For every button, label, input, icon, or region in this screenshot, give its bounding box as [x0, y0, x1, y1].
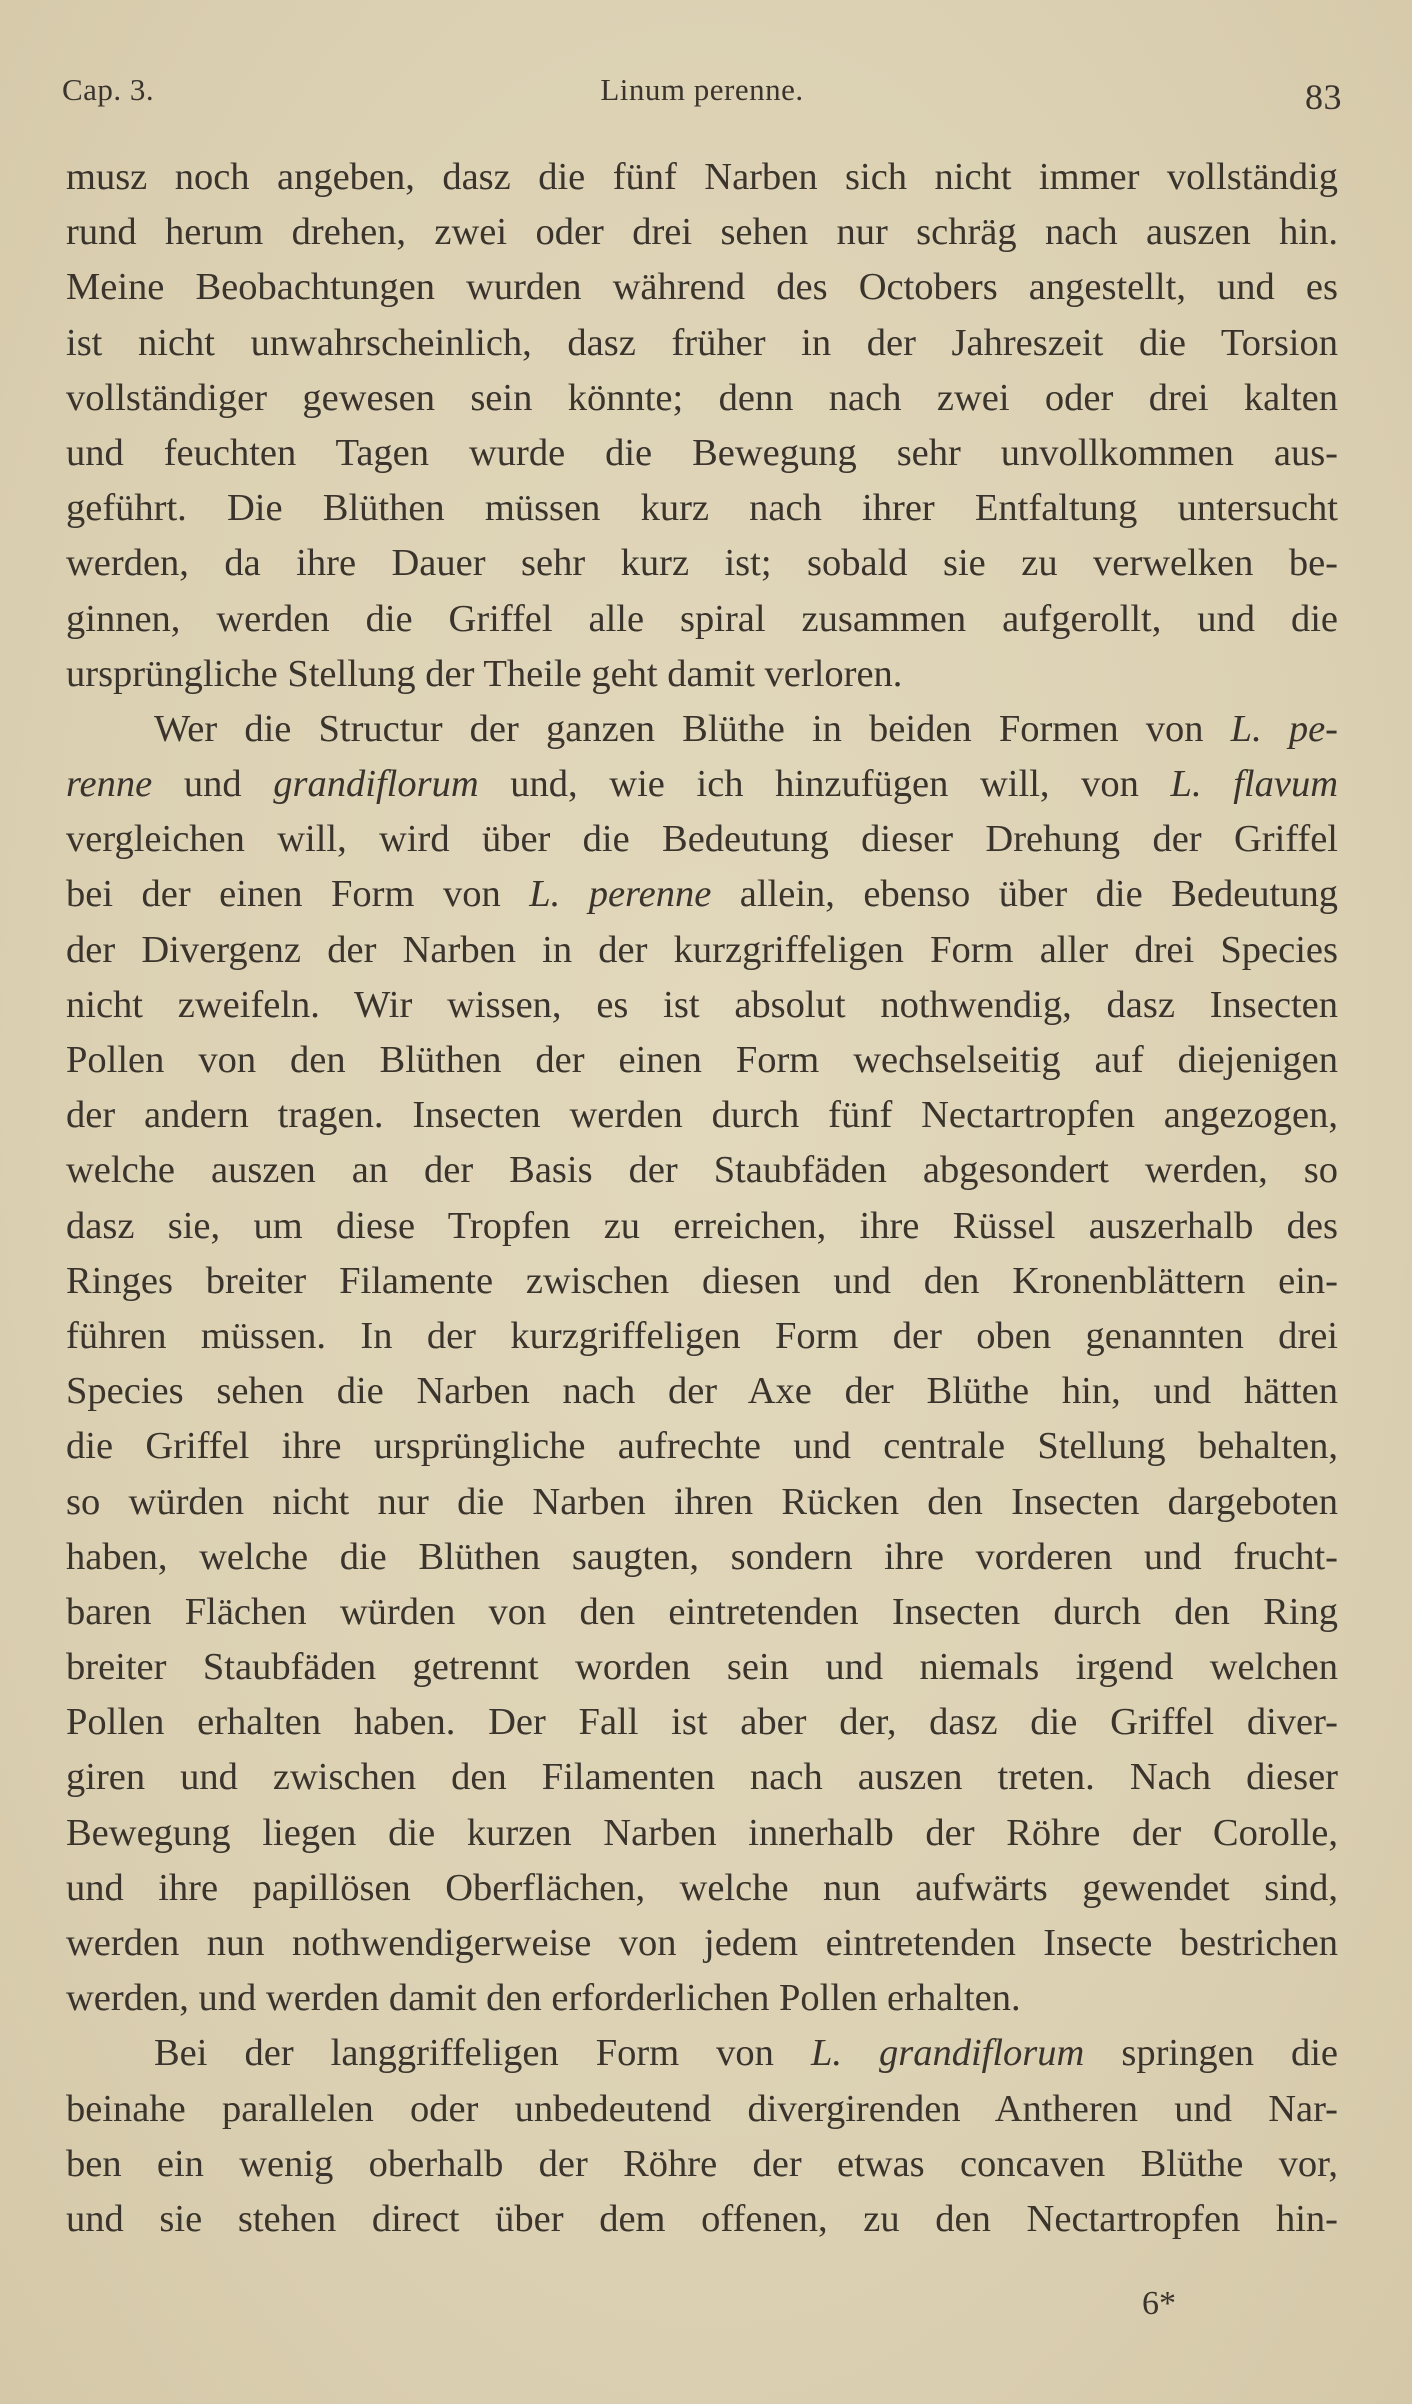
text-line — [66, 1475, 1338, 1530]
text-line — [66, 426, 1338, 481]
text-run: giren und zwischen den Filamenten nach auszen treten. Nach dieser — [66, 1756, 1338, 1799]
text-line — [66, 1750, 1338, 1805]
italic-term: L. grandiflorum — [810, 2032, 1085, 2075]
text-run: dasz sie, um diese Tropfen zu erreichen, ihre Rüssel auszerhalb des — [66, 1204, 1338, 1247]
text-run: und, wie ich hinzufügen will, von — [478, 763, 1171, 806]
text-line — [66, 481, 1338, 536]
text-run: rund herum drehen, zwei oder drei sehen nur schräg nach auszen hin. — [66, 211, 1338, 254]
text-line — [66, 1640, 1338, 1695]
text-run: vollständiger gewesen sein könnte; denn nach zwei oder drei kalten — [66, 376, 1338, 419]
text-line — [66, 867, 1338, 922]
text-run: Wer die Structur der ganzen Blüthe in beiden Formen von — [154, 707, 1231, 750]
text-run: Pollen erhalten haben. Der Fall ist aber der, dasz die Griffel diver- — [66, 1701, 1338, 1744]
body-text — [66, 150, 1338, 2247]
text-line — [66, 2137, 1338, 2192]
text-run: vergleichen will, wird über die Bedeutung dieser Drehung der Griffel — [66, 818, 1338, 861]
text-line — [66, 371, 1338, 426]
text-line — [66, 1033, 1338, 1088]
text-line — [66, 2026, 1338, 2081]
text-run: musz noch angeben, dasz die fünf Narben sich nicht immer vollständig — [66, 156, 1338, 198]
text-run: werden nun nothwendigerweise von jedem eintretenden Insecte bestrichen — [66, 1922, 1338, 1964]
text-line — [66, 260, 1338, 315]
text-line — [66, 1088, 1338, 1143]
text-line — [66, 1916, 1338, 1971]
text-line — [66, 316, 1338, 371]
text-line — [66, 923, 1338, 978]
text-line — [66, 1419, 1338, 1474]
paragraph — [66, 702, 1338, 2027]
text-line — [66, 2082, 1338, 2137]
chapter-label: Cap. 3. — [62, 72, 155, 107]
text-line — [66, 1364, 1338, 1419]
text-run: springen die — [1084, 2032, 1339, 2075]
text-line — [66, 205, 1338, 260]
text-line — [66, 1806, 1338, 1861]
text-run: und — [152, 763, 274, 806]
text-run: allein, ebenso über die Bedeutung — [711, 873, 1339, 916]
text-run: baren Flächen würden von den eintretenden Insecten durch den Ring — [66, 1590, 1338, 1633]
text-run: Pollen von den Blüthen der einen Form wechselseitig auf diejenigen — [66, 1039, 1338, 1081]
text-line — [66, 592, 1338, 647]
italic-term: L. flavum — [1170, 763, 1339, 806]
text-run: ben ein wenig oberhalb der Röhre der etwas concaven Blüthe vor, — [66, 2142, 1338, 2185]
text-line — [66, 1861, 1338, 1916]
text-line — [66, 150, 1338, 205]
text-line — [66, 1199, 1338, 1254]
italic-term: grandiflorum — [273, 763, 479, 806]
text-line — [66, 1695, 1338, 1750]
italic-term: L. perenne — [529, 873, 712, 916]
text-run: geführt. Die Blüthen müssen kurz nach ihrer Entfaltung untersucht — [66, 487, 1338, 530]
paragraph — [66, 150, 1338, 702]
text-line — [66, 978, 1338, 1033]
text-run: werden, da ihre Dauer sehr kurz ist; sobald sie zu verwelken be- — [66, 542, 1338, 585]
text-run: so würden nicht nur die Narben ihren Rücken den Insecten dargeboten — [66, 1480, 1338, 1523]
text-run: nicht zweifeln. Wir wissen, es ist absolut nothwendig, dasz Insecten — [66, 983, 1338, 1026]
text-run: Meine Beobachtungen wurden während des Octobers angestellt, und es — [66, 266, 1338, 309]
text-run: der Divergenz der Narben in der kurzgriffeligen Form aller drei Species — [66, 928, 1338, 971]
text-line — [66, 1254, 1338, 1309]
italic-term: L. pe- — [1230, 707, 1339, 750]
text-line — [66, 1143, 1338, 1198]
text-run: ursprüngliche Stellung der Theile geht damit verloren. — [66, 652, 903, 695]
italic-term: renne — [66, 763, 153, 806]
text-run: werden, und werden damit den erforderlichen Pollen erhalten. — [66, 1977, 1021, 2020]
text-run: Ringes breiter Filamente zwischen diesen und den Kronenblättern ein- — [66, 1259, 1338, 1302]
text-run: welche auszen an der Basis der Staubfäden abgesondert werden, so — [66, 1149, 1338, 1192]
text-line — [66, 1309, 1338, 1364]
text-line — [66, 757, 1338, 812]
page-number: 83 — [1305, 77, 1342, 117]
running-head — [62, 64, 1342, 117]
text-line — [66, 1971, 1338, 2026]
text-run: haben, welche die Blüthen saugten, sondern ihre vorderen und frucht- — [66, 1535, 1338, 1578]
text-run: und feuchten Tagen wurde die Bewegung sehr unvollkommen aus- — [66, 431, 1338, 474]
text-line — [66, 647, 1338, 702]
text-run: die Griffel ihre ursprüngliche aufrechte und centrale Stellung behalten, — [66, 1425, 1338, 1468]
text-line — [66, 2192, 1338, 2247]
text-run: ginnen, werden die Griffel alle spiral zusammen aufgerollt, und die — [66, 597, 1338, 640]
text-run: und ihre papillösen Oberflächen, welche nun aufwärts gewendet sind, — [66, 1866, 1338, 1909]
text-run: Bewegung liegen die kurzen Narben innerhalb der Röhre der Corolle, — [66, 1811, 1338, 1854]
text-line — [66, 1585, 1338, 1640]
text-line — [66, 536, 1338, 591]
text-run: Species sehen die Narben nach der Axe der Blüthe hin, und hätten — [66, 1370, 1338, 1413]
text-run: Bei der langgriffeligen Form von — [154, 2032, 811, 2075]
text-run: ist nicht unwahrscheinlich, dasz früher in der Jahreszeit die Torsion — [66, 321, 1338, 364]
text-line — [66, 812, 1338, 867]
text-run: führen müssen. In der kurzgriffeligen Form der oben genannten drei — [66, 1314, 1338, 1357]
text-run: bei der einen Form von — [66, 873, 530, 916]
text-line — [66, 702, 1338, 757]
signature-mark: 6* — [1142, 2285, 1176, 2322]
text-run: und sie stehen direct über dem offenen, zu den Nectartropfen hin- — [66, 2197, 1338, 2240]
text-line — [66, 1530, 1338, 1585]
text-run: beinahe parallelen oder unbedeutend divergirenden Antheren und Nar- — [66, 2087, 1338, 2130]
text-run: breiter Staubfäden getrennt worden sein und niemals irgend welchen — [66, 1646, 1338, 1689]
text-run: der andern tragen. Insecten werden durch fünf Nectartropfen angezogen, — [66, 1094, 1338, 1137]
running-title: Linum perenne. — [600, 72, 804, 107]
paragraph — [66, 2026, 1338, 2247]
